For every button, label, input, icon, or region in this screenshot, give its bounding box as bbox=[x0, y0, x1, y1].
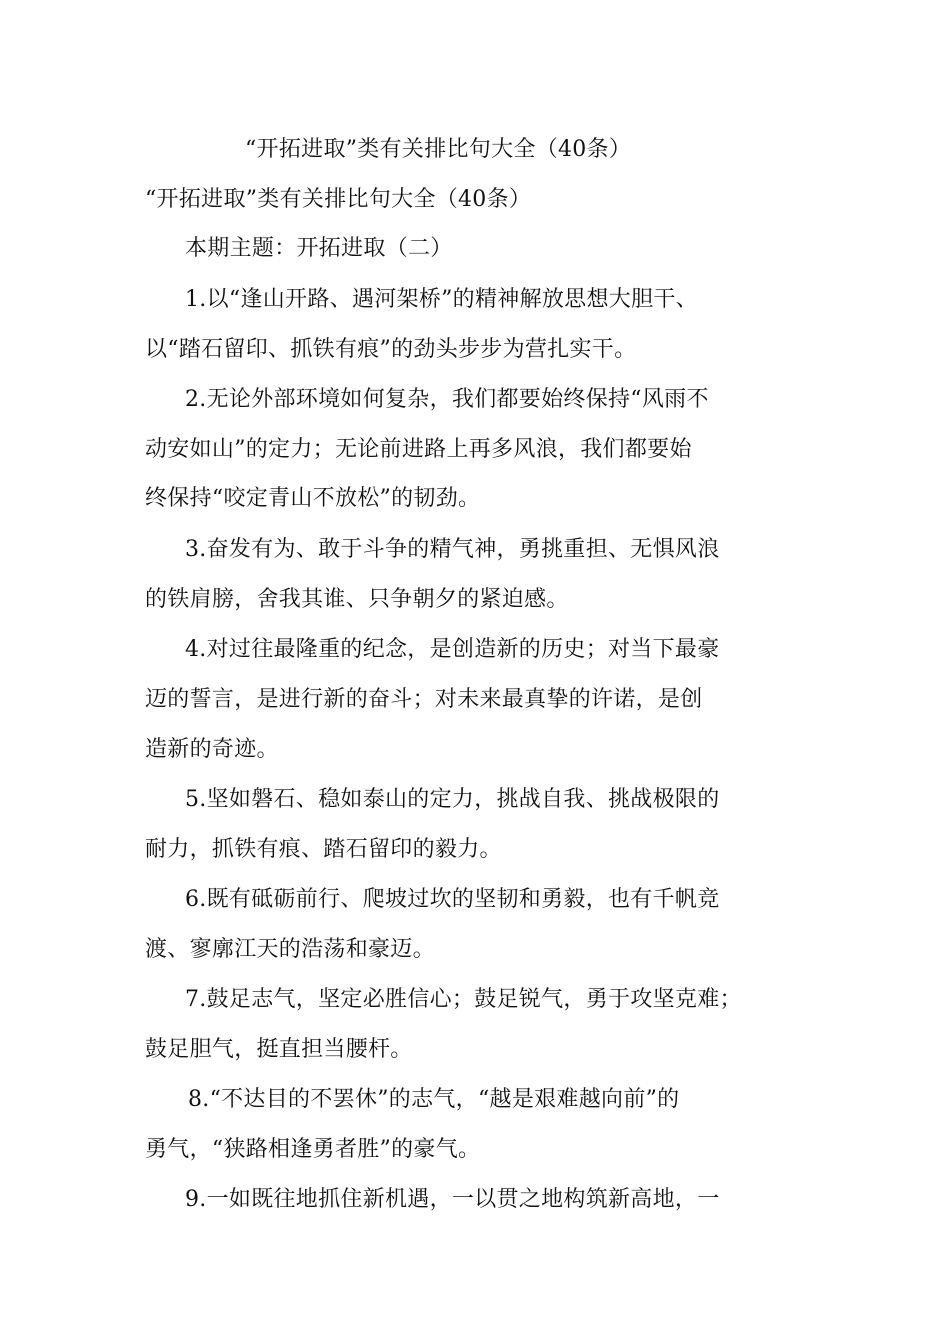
document-title: “开拓进取”类有关排比句大全（40条） bbox=[245, 137, 632, 162]
item-8-line-1: 8.“不达目的不罢休”的志气，“越是艰难越向前”的 bbox=[188, 1087, 680, 1112]
item-2-line-3: 终保持“咬定青山不放松”的韧劲。 bbox=[145, 486, 481, 511]
document-heading: “开拓进取”类有关排比句大全（40条） bbox=[145, 187, 532, 212]
item-9-line-1: 9.一如既往地抓住新机遇，一以贯之地构筑新高地，一 bbox=[185, 1187, 720, 1212]
item-7-line-2: 鼓足胆气，挺直担当腰杆。 bbox=[145, 1037, 413, 1062]
item-2-line-1: 2.无论外部环境如何复杂，我们都要始终保持“风雨不 bbox=[185, 387, 709, 412]
item-3-line-2: 的铁肩膀，舍我其谁、只争朝夕的紧迫感。 bbox=[145, 587, 569, 612]
item-4-line-3: 造新的奇迹。 bbox=[145, 737, 279, 762]
item-4-line-1: 4.对过往最隆重的纪念，是创造新的历史；对当下最豪 bbox=[185, 637, 720, 662]
item-5-line-1: 5.坚如磐石、稳如泰山的定力，挑战自我、挑战极限的 bbox=[185, 787, 720, 812]
item-1-line-1: 1.以“逢山开路、遇河架桥”的精神解放思想大胆干、 bbox=[185, 287, 698, 312]
item-5-line-2: 耐力，抓铁有痕、踏石留印的毅力。 bbox=[145, 837, 502, 862]
item-7-line-1: 7.鼓足志气，坚定必胜信心；鼓足锐气，勇于攻坚克难； bbox=[185, 987, 742, 1012]
item-8-line-2: 勇气，“狭路相逢勇者胜”的豪气。 bbox=[145, 1137, 481, 1162]
item-2-line-2: 动安如山”的定力；无论前进路上再多风浪，我们都要始 bbox=[145, 437, 692, 462]
theme-line: 本期主题：开拓进取（二） bbox=[185, 236, 453, 261]
item-6-line-2: 渡、寥廓江天的浩荡和豪迈。 bbox=[145, 937, 435, 962]
item-3-line-1: 3.奋发有为、敢于斗争的精气神，勇挑重担、无惧风浪 bbox=[185, 537, 720, 562]
item-4-line-2: 迈的誓言，是进行新的奋斗；对未来最真挚的许诺，是创 bbox=[145, 687, 703, 712]
item-6-line-1: 6.既有砥砺前行、爬坡过坎的坚韧和勇毅，也有千帆竞 bbox=[185, 887, 720, 912]
item-1-line-2: 以“踏石留印、抓铁有痕”的劲头步步为营扎实干。 bbox=[145, 337, 637, 362]
